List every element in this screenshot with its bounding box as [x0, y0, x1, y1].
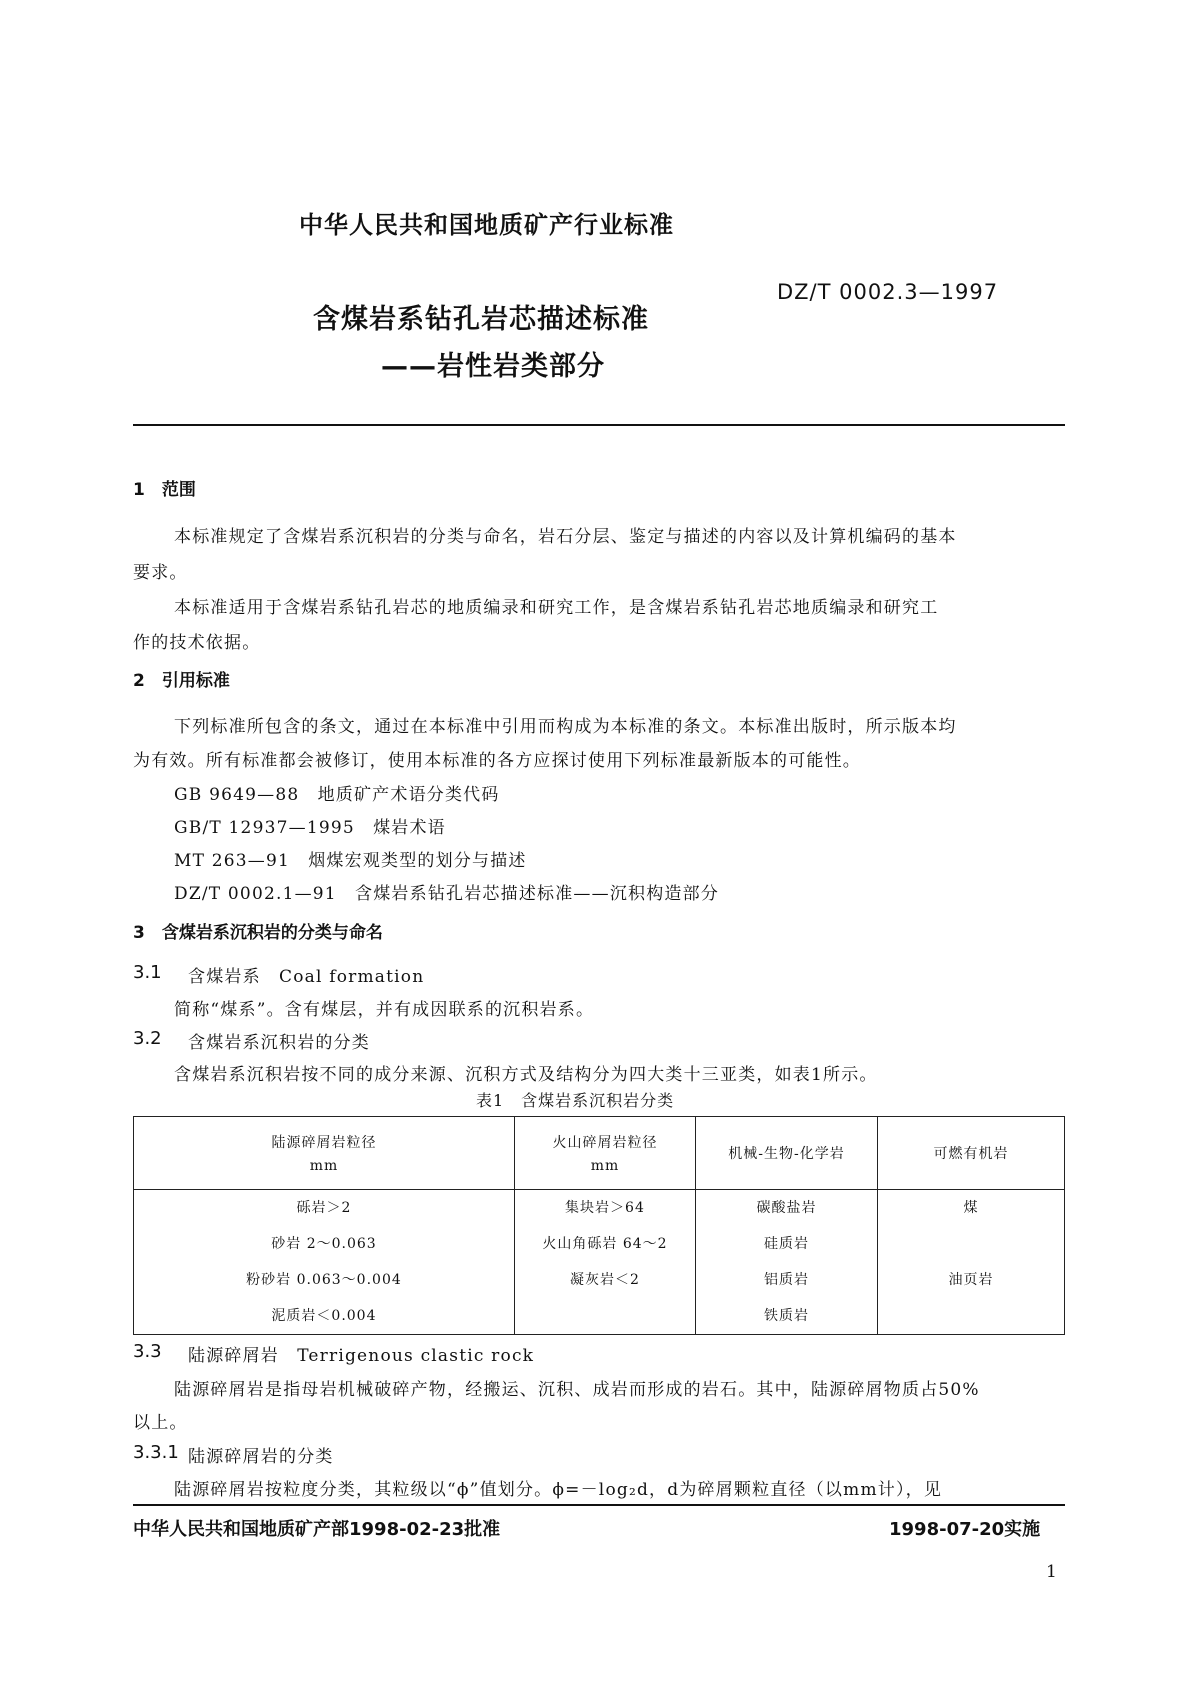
section-1-para-1-line-1: 本标准规定了含煤岩系沉积岩的分类与命名，岩石分层、鉴定与描述的内容以及计算机编码的基本 [174, 527, 957, 547]
table-cell-item: 铁质岩 [764, 1308, 809, 1324]
section-2-para-line-2: 为有效。所有标准都会被修订，使用本标准的各方应探讨使用下列标准最新版本的可能性。 [133, 751, 861, 771]
column-unit: mm [590, 1158, 620, 1174]
table-cell-item: 煤 [963, 1200, 979, 1216]
section-3-1-text: 简称“煤系”。含有煤层，并有成因联系的沉积岩系。 [174, 1000, 595, 1020]
table-cell-item: 铝质岩 [764, 1272, 809, 1288]
section-3-3-1-number: 3.3.1 [133, 1442, 179, 1463]
column-header-terrigenous: 陆源碎屑岩粒径 [271, 1135, 377, 1151]
section-1-para-2-line-2: 作的技术依据。 [133, 633, 261, 653]
section-1-para-1-line-2: 要求。 [133, 563, 188, 583]
industry-standard-title: 中华人民共和国地质矿产行业标准 [299, 211, 674, 239]
section-3-3-text-line-2: 以上。 [133, 1413, 188, 1433]
table-caption: 表1 含煤岩系沉积岩分类 [476, 1091, 675, 1110]
reference-item: DZ/T 0002.1—91 含煤岩系钻孔岩芯描述标准——沉积构造部分 [174, 884, 720, 904]
section-3-3-number: 3.3 [133, 1341, 162, 1362]
table-cell [878, 1190, 1065, 1335]
section-3-3-1-text: 陆源碎屑岩按粒度分类，其粒级以“ϕ”值划分。ϕ=－log₂d，d为碎屑颗粒直径（以mm计），见 [174, 1480, 943, 1500]
approval-line: 中华人民共和国地质矿产部1998-02-23批准 [133, 1519, 501, 1540]
section-3-3-1-title: 陆源碎屑岩的分类 [188, 1447, 334, 1467]
table-cell-item: 油页岩 [948, 1272, 994, 1288]
document-title: 含煤岩系钻孔岩芯描述标准 [313, 304, 649, 335]
table-cell-item: 粉砂岩 0.063～0.004 [246, 1272, 402, 1288]
section-1-heading: 1 范围 [133, 480, 196, 500]
effective-date: 1998-07-20实施 [889, 1519, 1041, 1540]
document-subtitle: ——岩性岩类部分 [381, 351, 605, 382]
rock-classification-table [133, 1116, 1065, 1335]
column-header-pyroclastic: 火山碎屑岩粒径 [552, 1135, 658, 1151]
header-rule [133, 424, 1065, 426]
section-3-1-number: 3.1 [133, 962, 162, 983]
table-cell [514, 1190, 695, 1335]
section-3-1-title: 含煤岩系 Coal formation [188, 967, 425, 987]
section-3-2-title: 含煤岩系沉积岩的分类 [188, 1033, 370, 1053]
table-cell-item: 火山角砾岩 64～2 [542, 1236, 668, 1252]
reference-item: GB/T 12937—1995 煤岩术语 [174, 818, 446, 838]
column-header-combustible: 可燃有机岩 [878, 1117, 1065, 1190]
section-3-heading: 3 含煤岩系沉积岩的分类与命名 [133, 923, 383, 943]
column-header-chemical: 机械-生物-化学岩 [696, 1117, 878, 1190]
footer-rule [133, 1504, 1065, 1506]
table-cell-item: 硅质岩 [764, 1236, 809, 1252]
table-header-cell [514, 1117, 695, 1190]
table-cell-item: 砂岩 2～0.063 [271, 1236, 377, 1252]
standard-code: DZ/T 0002.3—1997 [777, 280, 999, 304]
section-2-heading: 2 引用标准 [133, 671, 230, 691]
table-cell-item [878, 1226, 1064, 1262]
reference-item: MT 263—91 烟煤宏观类型的划分与描述 [174, 851, 527, 871]
column-unit: mm [309, 1158, 339, 1174]
table-header-cell [134, 1117, 515, 1190]
table-cell-item: 碳酸盐岩 [756, 1200, 817, 1216]
section-3-2-text: 含煤岩系沉积岩按不同的成分来源、沉积方式及结构分为四大类十三亚类，如表1所示。 [174, 1065, 878, 1085]
table-cell [696, 1190, 878, 1335]
reference-item: GB 9649—88 地质矿产术语分类代码 [174, 785, 500, 805]
table-cell-item: 砾岩＞2 [296, 1200, 352, 1216]
table-cell-item: 凝灰岩＜2 [570, 1272, 640, 1288]
page-number: 1 [1046, 1562, 1057, 1582]
table-cell-item: 泥质岩＜0.004 [271, 1308, 377, 1324]
section-1-para-2-line-1: 本标准适用于含煤岩系钻孔岩芯的地质编录和研究工作，是含煤岩系钻孔岩芯地质编录和研究工 [174, 598, 939, 618]
section-3-2-number: 3.2 [133, 1028, 162, 1049]
table-cell-item: 集块岩＞64 [565, 1200, 645, 1216]
section-3-3-text-line-1: 陆源碎屑岩是指母岩机械破碎产物，经搬运、沉积、成岩而形成的岩石。其中，陆源碎屑物质占50% [174, 1380, 980, 1400]
section-2-para-line-1: 下列标准所包含的条文，通过在本标准中引用而构成为本标准的条文。本标准出版时，所示版本均 [174, 717, 957, 737]
table-cell [134, 1190, 515, 1335]
section-3-3-title: 陆源碎屑岩 Terrigenous clastic rock [188, 1346, 535, 1366]
